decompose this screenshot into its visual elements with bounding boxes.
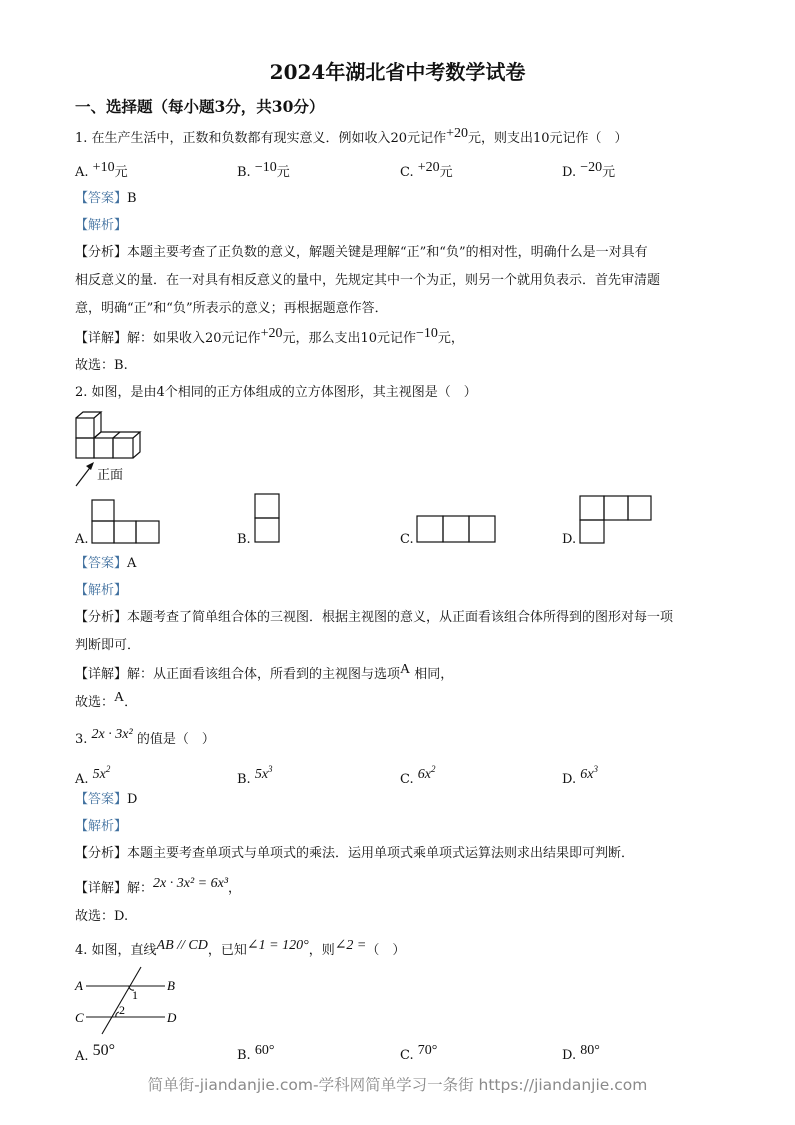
q2-fenxi-2: 判断即可． (75, 638, 141, 653)
q3-xiangjie: 【详解】解：2x · 3x² = 6x³， (75, 876, 242, 896)
q1-xiangjie: 【详解】解：如果收入20元记作+20元，那么支出10元记作−10元， (75, 326, 464, 346)
q1-option-a: A. +10元 (75, 160, 128, 180)
point-b-label: B (167, 978, 175, 993)
angle-2-label: 2 (119, 1003, 125, 1017)
q1-guxuan: 故选：B. (75, 358, 128, 373)
q2-analysis-label: 【解析】 (75, 583, 128, 598)
q3-option-c: C. $6x^2$ (400, 764, 436, 787)
q2-option-d: D. (562, 532, 577, 547)
q4-stem: 4. 如图，直线AB // CD，已知∠1 = 120°，则∠2 =（ ） (75, 938, 406, 958)
q2-option-c: C. (400, 532, 414, 547)
q3-option-a: A. $5x^2$ (75, 764, 111, 787)
answer-label: 【答案】 (75, 191, 128, 206)
point-a-label: A (75, 978, 83, 993)
point-c-label: C (75, 1010, 84, 1025)
q2-answer: 【答案】A (75, 556, 137, 571)
q3-fenxi: 【分析】本题主要考查单项式与单项式的乘法．运用单项式乘单项式运算法则求出结果即可判断． (75, 846, 635, 861)
q1-stem-text-end: 元，则支出10元记作（ ） (467, 131, 628, 146)
q3-analysis-label: 【解析】 (75, 819, 128, 834)
q4-option-c: C. 70° (400, 1043, 438, 1063)
q3-guxuan: 故选：D. (75, 909, 129, 924)
q4-option-d: D. 80° (562, 1043, 600, 1063)
q1-stem-math: +20 (446, 126, 468, 141)
q3-stem: 3. 2x · 3x² 的值是（ ） (75, 727, 215, 747)
q2-fenxi-1: 【分析】本题考查了简单组合体的三视图．根据主视图的意义，从正面看该组合体所得到的图形对每一项 (75, 610, 674, 625)
q1-fenxi-2: 相反意义的量．在一对具有相反意义的量中，先规定其中一个为正，则另一个就用负表示．首先审清题 (75, 273, 661, 288)
footer-watermark: 简单街-jiandanjie.com-学科网简单学习一条街 https://jiandanjie.com (147, 1076, 648, 1094)
q4-option-a: A. 50° (75, 1042, 116, 1064)
angle-1-label: 1 (132, 988, 138, 1002)
q3-option-b: B. $5x^3$ (237, 764, 273, 787)
page-title: 2024年湖北省中考数学试卷 (269, 60, 526, 84)
q3-expression: 2x · 3x² (91, 727, 133, 742)
q3-option-d: D. $6x^3$ (562, 764, 598, 787)
q2-stem: 2. 如图，是由4个相同的正方体组成的立方体图形，其主视图是（ ） (75, 385, 477, 400)
point-d-label: D (167, 1010, 177, 1025)
q1-analysis-label: 【解析】 (75, 218, 128, 233)
q1-fenxi-3: 意，明确“正”和“负”所表示的意义；再根据题意作答． (75, 301, 388, 316)
q1-stem-text: 1. 在生产生活中，正数和负数都有现实意义．例如收入20元记作 (75, 131, 447, 146)
front-label: 正面 (97, 468, 124, 483)
q2-option-b: B. (237, 532, 251, 547)
q1-option-d: D. −20元 (562, 160, 616, 180)
q2-option-a: A. (75, 532, 89, 547)
q4-option-b: B. 60° (237, 1043, 275, 1063)
q2-guxuan: 故选：A． (75, 690, 138, 710)
q3-answer: 【答案】D (75, 792, 138, 807)
q2-xiangjie: 【详解】解：从正面看该组合体，所看到的主视图与选项A 相同， (75, 662, 454, 682)
q1-option-c: C. +20元 (400, 160, 453, 180)
q1-fenxi-1: 【分析】本题主要考查了正负数的意义，解题关键是理解“正”和“负”的相对性，明确什么是一对具有 (75, 245, 648, 260)
answer-value: B (127, 191, 137, 206)
q1-option-b: B. −10元 (237, 160, 290, 180)
section-heading: 一、选择题（每小题3分，共30分） (75, 97, 325, 116)
